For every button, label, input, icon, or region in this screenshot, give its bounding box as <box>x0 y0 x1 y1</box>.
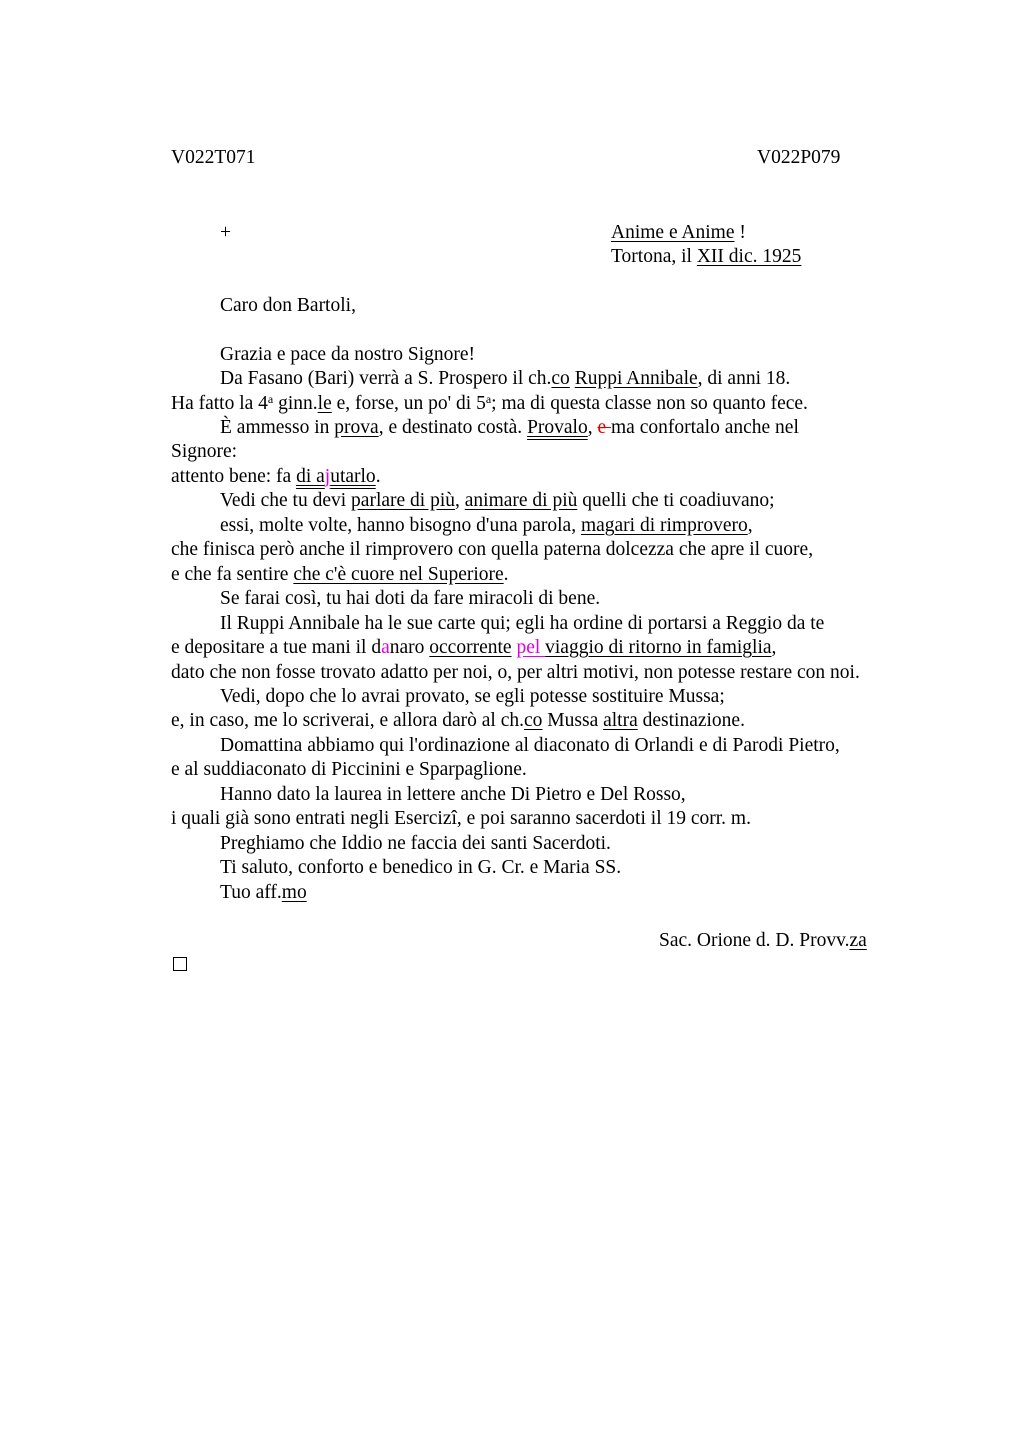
letter-line-11: Se farai così, tu hai doti da fare miracoli di bene. <box>220 588 601 609</box>
end-marker-box <box>173 957 187 971</box>
document-code-left: V022T071 <box>171 147 256 168</box>
letter-line-20: i quali già sono entrati negli Esercizi, e poi saranno sacerdoti il 19 corr. m. <box>171 808 751 829</box>
letter-line-7: Vedi che tu devi parlare di più, animare di più quelli che ti coadiuvano; <box>220 490 775 511</box>
motto-text: Anime e Anime <box>611 222 735 243</box>
deleted-word: e <box>597 417 612 438</box>
letter-line-19: Hanno dato la laurea in lettere anche Di Pietro e Del Rosso, <box>220 784 686 805</box>
letter-line-1: Grazia e pace da nostro Signore! <box>220 344 476 365</box>
letter-line-17: Domattina abbiamo qui l'ordinazione al diaconato di Orlandi e di Parodi Pietro, <box>220 735 840 756</box>
closing: Tuo aff.mo <box>220 882 307 903</box>
cross-symbol: + <box>220 222 231 243</box>
letter-line-16: e, in caso, me lo scriverai, e allora darò al ch.co Mussa altra destinazione. <box>171 710 745 731</box>
letter-line-22: Ti saluto, conforto e benedico in G. Cr. e Maria SS. <box>220 857 622 878</box>
motto-punct: ! <box>734 222 746 243</box>
signature-suffix: za <box>849 930 867 951</box>
letter-line-9: che finisca però anche il rimprovero con quella paterna dolcezza che apre il cuore, <box>171 539 814 560</box>
motto <box>611 221 746 245</box>
date: XII dic. 1925 <box>696 246 802 267</box>
letter-line-21: Preghiamo che Iddio ne faccia dei santi Sacerdoti. <box>220 833 611 854</box>
letter-line-6: attento bene: fa di ajutarlo. <box>171 466 381 487</box>
signature-name: Sac. Orione d. D. Provv. <box>659 930 850 951</box>
letter-line-5: Signore: <box>171 441 238 462</box>
place-date <box>611 245 801 269</box>
letter-line-10: e che fa sentire che c'è cuore nel Superiore. <box>171 564 509 585</box>
letter-line-8: essi, molte volte, hanno bisogno d'una parola, magari di rimprovero, <box>220 515 753 536</box>
letter-line-14: dato che non fosse trovato adatto per noi, o, per altri motivi, non potesse restare con noi. <box>171 662 860 683</box>
place: Tortona, il <box>611 246 697 267</box>
letter-line-2: Da Fasano (Bari) verrà a S. Prospero il ch.co Ruppi Annibale, di anni 18. <box>220 368 791 389</box>
letter-line-18: e al suddiaconato di Piccinini e Sparpaglione. <box>171 759 527 780</box>
document-code-right: V022P079 <box>757 147 841 168</box>
signature <box>659 929 867 953</box>
letter-line-15: Vedi, dopo che lo avrai provato, se egli potesse sostituire Mussa; <box>220 686 725 707</box>
letter-line-4: È ammesso in prova, e destinato costà. Provalo, e ma confortalo anche nel <box>220 417 799 438</box>
letter-line-3: Ha fatto la 4$^a$ ginn.le e, forse, un po' di 5$^a$; ma di questa classe non so quanto fece. <box>171 392 808 414</box>
letter-line-12: Il Ruppi Annibale ha le sue carte qui; egli ha ordine di portarsi a Reggio da te <box>220 613 825 634</box>
greeting: Caro don Bartoli, <box>220 295 356 316</box>
letter-line-13: e depositare a tue mani il danaro occorrente pel viaggio di ritorno in famiglia, <box>171 637 777 658</box>
